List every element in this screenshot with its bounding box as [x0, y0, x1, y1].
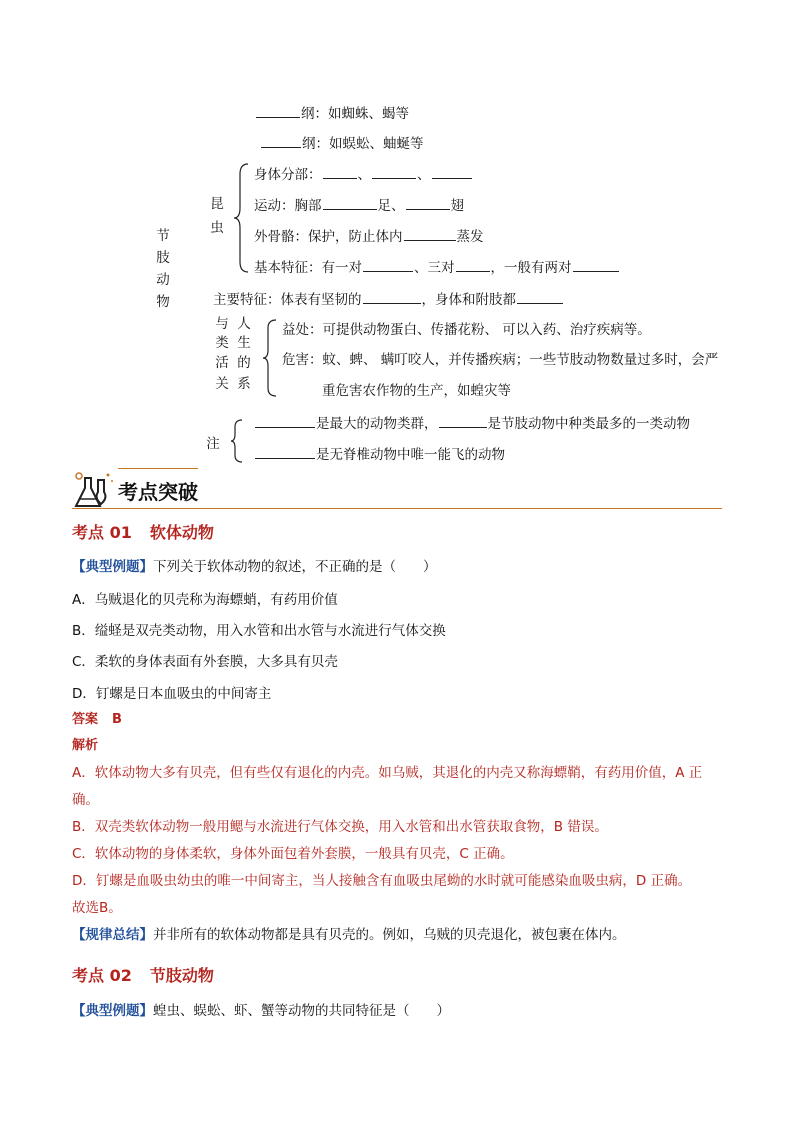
arthropod-label-2: 肢	[156, 250, 170, 266]
blank	[255, 413, 315, 428]
rel-col2-3: 的	[237, 355, 251, 371]
analysis-line: 确。	[72, 792, 99, 808]
analysis-line: B．双壳类软体动物一般用鳃与水流进行气体交换，用入水管和出水管获取食物，B 错误。	[72, 819, 608, 835]
option-c: C．柔软的身体表面有外套膜，大多具有贝壳	[72, 654, 338, 670]
arthropod-label-1: 节	[156, 228, 170, 244]
rel-col2-2: 生	[237, 335, 251, 351]
blank	[323, 164, 357, 179]
row-harm-2: 重危害农作物的生产，如蝗灾等	[322, 383, 511, 399]
kp1-heading: 考点 01 软体动物	[72, 523, 214, 542]
blank	[432, 164, 472, 179]
header-bottom-rule	[72, 508, 722, 509]
kp2-question: 【典型例题】蝗虫、蜈蚣、虾、蟹等动物的共同特征是（ ）	[72, 1003, 450, 1019]
brace	[232, 162, 252, 274]
row-skeleton: 外骨骼：保护，防止体内 蒸发	[254, 226, 484, 246]
arthropod-label-3: 动	[156, 272, 170, 288]
row-harm-1: 危害：蚊、蜱、 螨叮咬人，并传播疾病；一些节肢动物数量过多时，会严	[282, 352, 719, 368]
row-note-1: 是最大的动物类群， 是节肢动物中种类最多的一类动物	[254, 413, 690, 433]
analysis-line: 故选B。	[72, 900, 122, 916]
row-note-2: 是无脊椎动物中唯一能飞的动物	[254, 444, 505, 464]
row-arachnid: 纲：如蜘蛛、蝎等	[255, 103, 409, 123]
row-body: 身体分部： 、 、	[254, 164, 473, 184]
rel-col1-1: 与	[215, 316, 229, 332]
option-d: D．钉螺是日本血吸虫的中间寄主	[72, 686, 272, 702]
flask-icon	[70, 470, 114, 508]
blank	[363, 289, 421, 304]
blank	[256, 103, 300, 118]
kp1-question: 【典型例题】下列关于软体动物的叙述，不正确的是（ ）	[72, 559, 437, 575]
brace	[229, 418, 245, 464]
rel-col2-1: 人	[237, 316, 251, 332]
header-top-rule	[118, 468, 198, 469]
blank	[404, 226, 456, 241]
row-move: 运动：胸部 足、 翅	[254, 195, 464, 215]
blank	[323, 195, 377, 210]
rel-col1-3: 活	[215, 355, 229, 371]
option-b: B．缢蛏是双壳类动物，用入水管和出水管与水流进行气体交换	[72, 623, 446, 639]
blank	[439, 413, 487, 428]
option-a: A．乌贼退化的贝壳称为海螵蛸，有药用价值	[72, 592, 338, 608]
rel-col1-4: 关	[215, 376, 229, 392]
blank	[363, 257, 413, 272]
analysis-line: A．软体动物大多有贝壳，但有些仅有退化的内壳。如乌贼，其退化的内壳又称海螵鞘，有药用价值，A 正	[72, 765, 703, 781]
analysis-label: 解析	[72, 738, 99, 753]
blank	[573, 257, 619, 272]
row-myriapod: 纲：如蜈蚣、蚰蜒等	[260, 133, 424, 153]
row-basic: 基本特征：有一对 、三对 ，一般有两对	[254, 257, 620, 277]
section-title: 考点突破	[118, 480, 198, 504]
answer-line: 答案 B	[72, 712, 122, 727]
rel-col1-2: 类	[215, 335, 229, 351]
row-benefit: 益处：可提供动物蛋白、传播花粉、 可以入药、治疗疾病等。	[282, 322, 651, 338]
insect-label-2: 虫	[210, 220, 224, 236]
blank	[255, 444, 315, 459]
blank	[261, 133, 301, 148]
blank	[517, 289, 563, 304]
brace	[261, 318, 279, 398]
arthropod-label-4: 物	[156, 294, 170, 310]
analysis-line: D．钉螺是血吸虫幼虫的唯一中间寄主，当人接触含有血吸虫尾蚴的水时就可能感染血吸虫病，D 正确。	[72, 873, 692, 889]
analysis-line: C．软体动物的身体柔软，身体外面包着外套膜，一般具有贝壳，C 正确。	[72, 846, 514, 862]
rel-col2-4: 系	[237, 376, 251, 392]
blank	[456, 257, 490, 272]
blank	[372, 164, 416, 179]
kp2-heading: 考点 02 节肢动物	[72, 966, 214, 985]
row-main-features: 主要特征：体表有坚韧的 ，身体和附肢都	[213, 289, 564, 309]
rule-summary: 【规律总结】并非所有的软体动物都是具有贝壳的。例如，乌贼的贝壳退化，被包裹在体内。	[72, 927, 626, 943]
blank	[406, 195, 450, 210]
note-label: 注	[206, 436, 220, 452]
insect-label-1: 昆	[210, 196, 224, 212]
